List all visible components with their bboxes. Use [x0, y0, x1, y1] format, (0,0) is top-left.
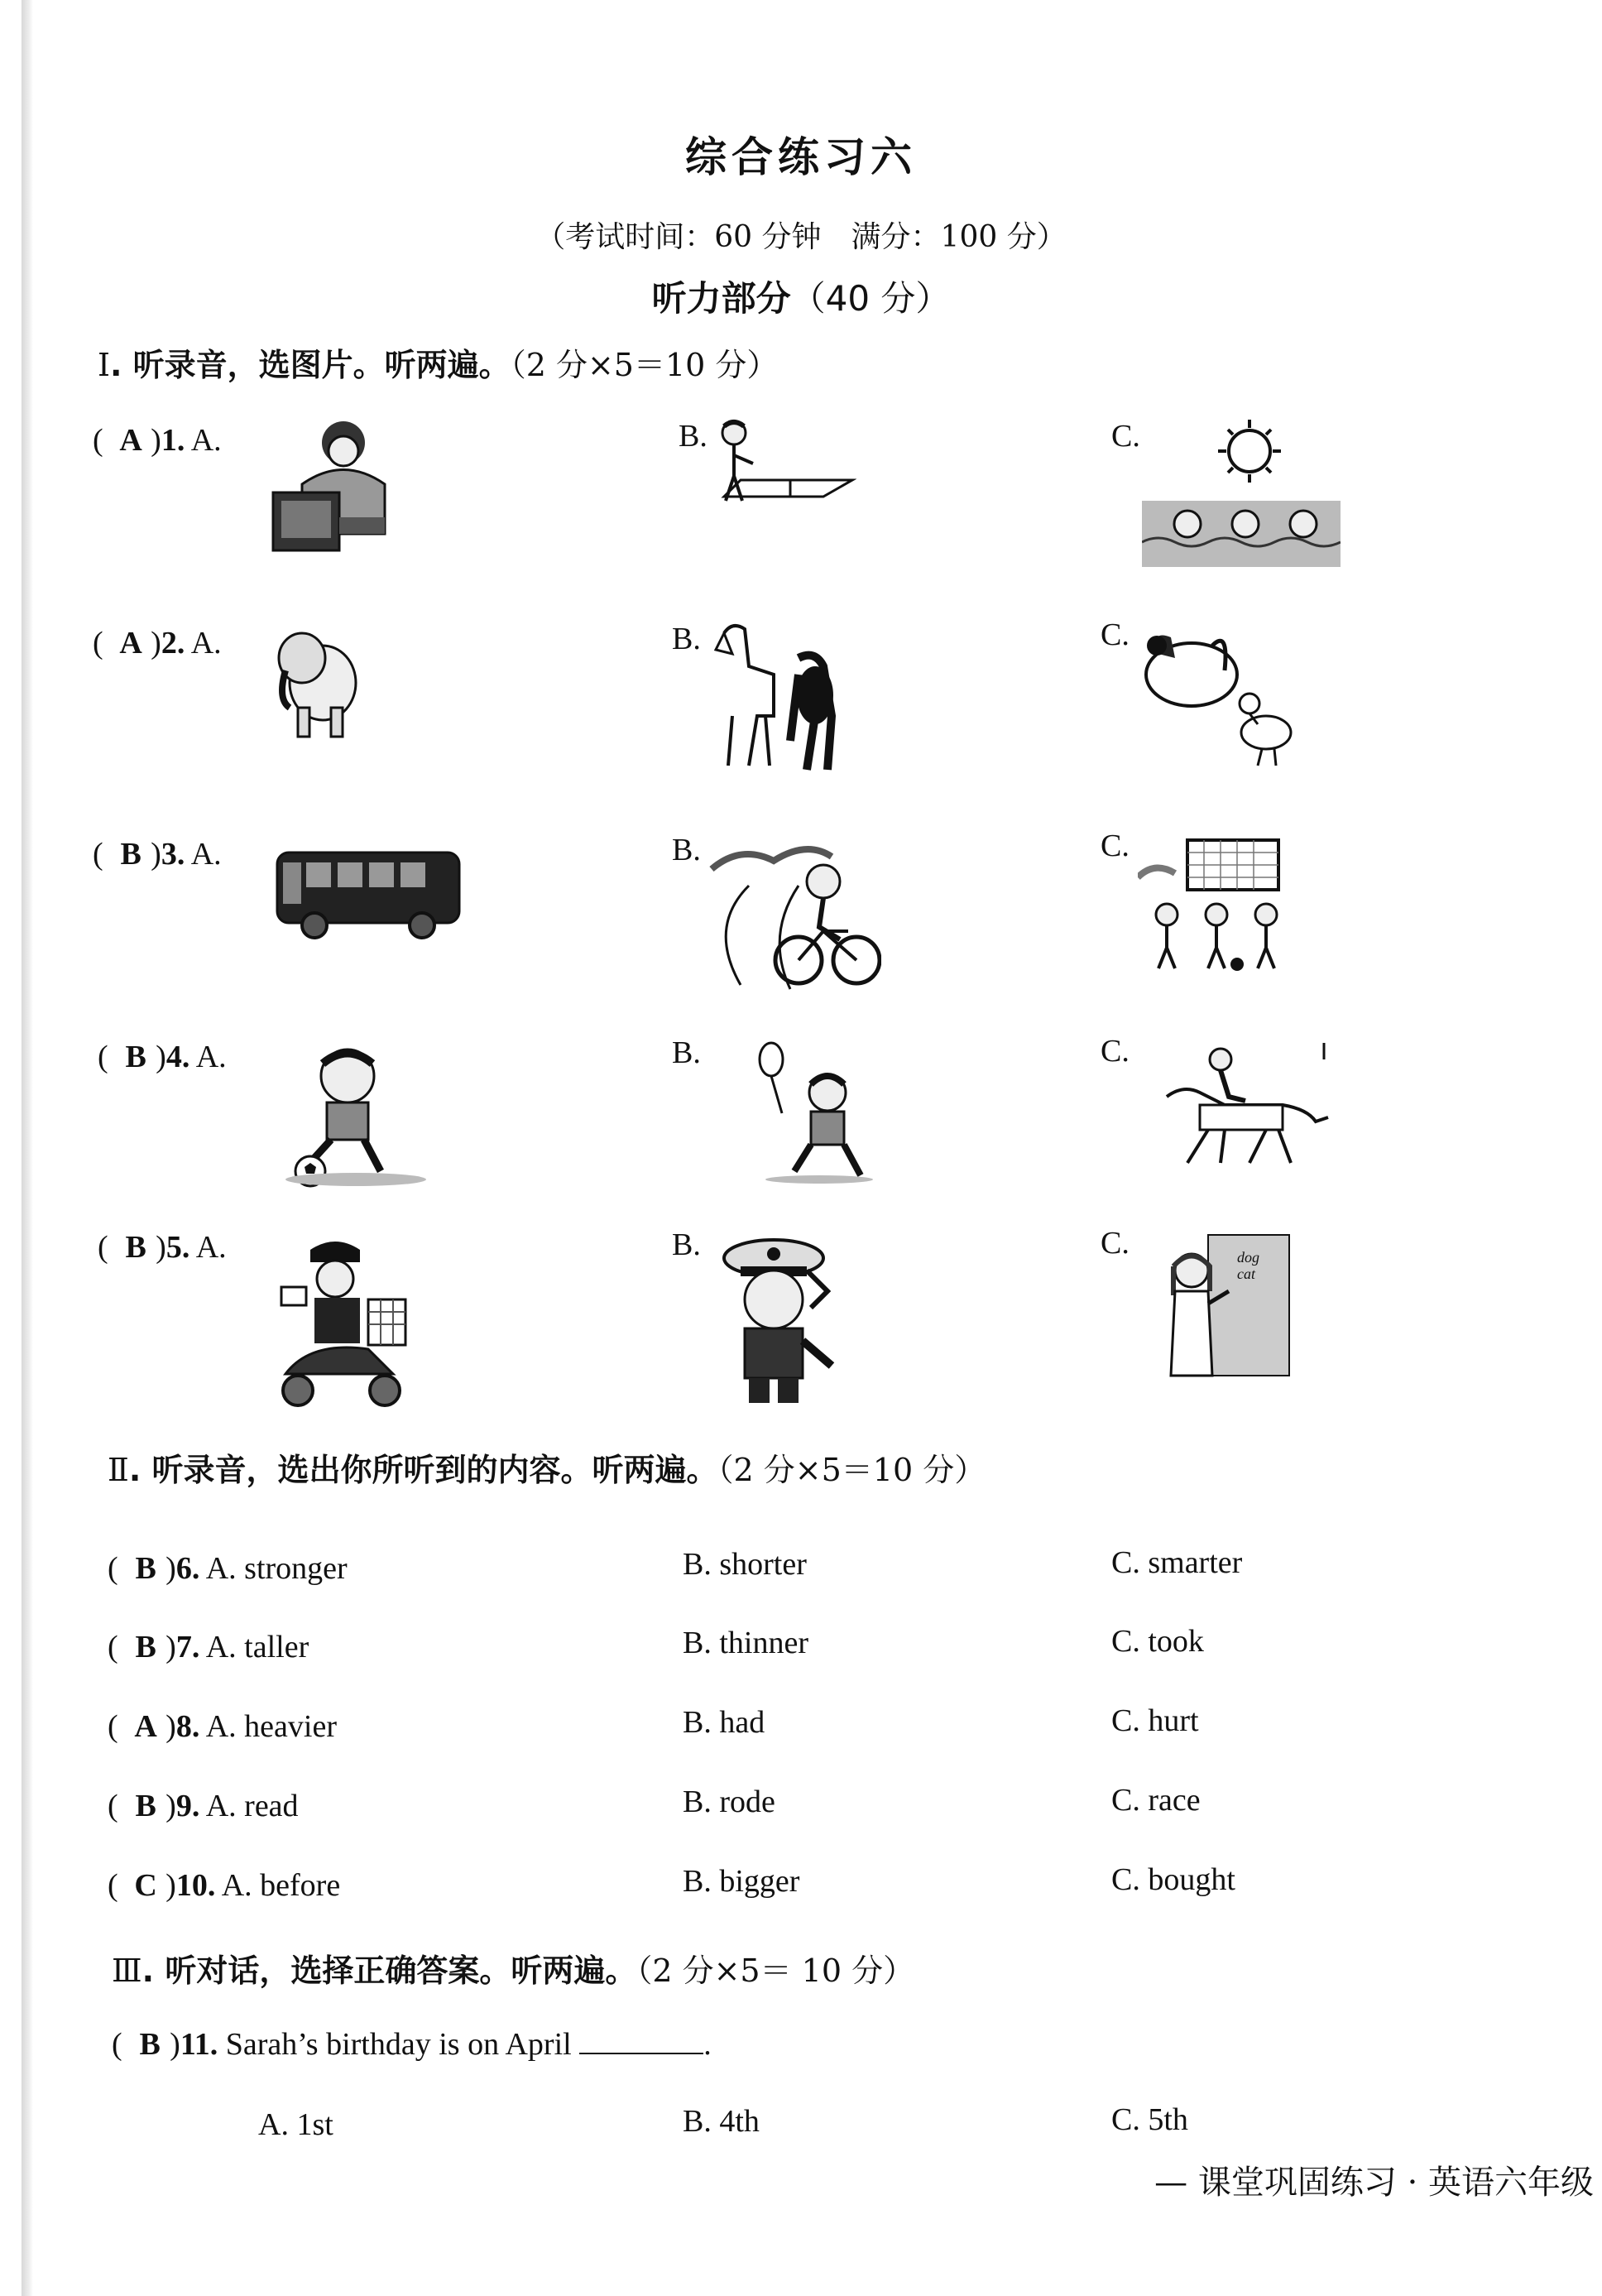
question-2: ( A )2. A. [93, 626, 222, 660]
page-footer: — 课堂巩固练习 · 英语六年级 [1154, 2164, 1594, 2202]
question-number: 3. [161, 837, 185, 872]
answer: B [135, 1630, 156, 1664]
section-1-instruction: . 听录音，选图片。听两遍。 [110, 347, 511, 383]
q9-option-b: B. rode [683, 1784, 775, 1819]
option-a: A. stronger [205, 1551, 348, 1586]
question-1: ( A )1. A. [93, 423, 222, 458]
section-3-heading [112, 1945, 914, 1991]
page-binding-edge [22, 0, 33, 2296]
boy-playing-badminton-icon [720, 1039, 877, 1184]
horses-icon [707, 617, 848, 774]
question-number: 2. [161, 626, 185, 660]
question-number: 11. [180, 2027, 218, 2062]
question-number: 7. [175, 1630, 200, 1664]
answer-blank [579, 2029, 703, 2054]
question-stem: Sarah’s birthday is on April [225, 2027, 572, 2062]
question-number: 5. [165, 1230, 190, 1265]
question-number: 1. [161, 423, 185, 458]
option-a: A. heavier [205, 1709, 337, 1744]
q11-option-a: A. 1st [258, 2107, 333, 2142]
question-3: ( B )3. A. [93, 837, 222, 872]
question-number: 4. [165, 1040, 190, 1074]
section-3-instruction: . 听对话，选择正确答案。听两遍。 [141, 1953, 637, 1989]
q10-option-c: C. bought [1111, 1862, 1235, 1897]
question-11: ( B )11. Sarah’s birthday is on April . [112, 2027, 712, 2062]
option-a-label: A. [190, 423, 222, 458]
q2-option-b-label: B. [672, 622, 701, 656]
q11-option-b: B. 4th [683, 2104, 760, 2139]
section-2-score: （2 分×5＝10 分） [717, 1452, 986, 1488]
exam-info: （考试时间：60 分钟 满分：100 分） [535, 220, 1067, 254]
bus-icon [273, 844, 463, 939]
question-10: ( C )10. A. before [108, 1868, 341, 1903]
section-2-roman: Ⅱ [108, 1452, 129, 1488]
option-a-label: A. [195, 1230, 227, 1265]
option-a: A. taller [205, 1630, 309, 1664]
girl-riding-bike-icon [707, 836, 881, 993]
q2-option-c-label: C. [1101, 617, 1130, 652]
page-title: 综合练习六 [685, 133, 917, 181]
section-3-roman: Ⅲ [112, 1953, 142, 1989]
question-number: 6. [175, 1551, 200, 1586]
teacher-at-board-icon [1158, 1233, 1291, 1378]
q7-option-b: B. thinner [683, 1626, 808, 1660]
answer: A [119, 423, 142, 458]
answer: B [125, 1040, 146, 1074]
section-2-heading [108, 1444, 986, 1490]
hen-and-duck-icon [1134, 621, 1299, 770]
q5-option-b-label: B. [672, 1227, 701, 1262]
police-officer-icon [712, 1233, 861, 1415]
answer: B [120, 837, 141, 872]
part-heading [0, 271, 1602, 321]
question-number: 9. [175, 1789, 200, 1823]
board-word-dog: dog [1237, 1249, 1259, 1266]
boy-at-computer-icon [269, 418, 393, 559]
question-7: ( B )7. A. taller [108, 1630, 309, 1664]
q11-option-c: C. 5th [1111, 2102, 1188, 2137]
board-word-cat: cat [1237, 1266, 1255, 1282]
q4-option-b-label: B. [672, 1035, 701, 1070]
question-8: ( A )8. A. heavier [108, 1709, 337, 1744]
section-1-heading [98, 339, 778, 385]
question-number: 8. [175, 1709, 200, 1744]
stem-end: . [703, 2027, 712, 2062]
q8-option-b: B. had [683, 1705, 765, 1740]
section-3-score: （2 分×5＝ 10 分） [636, 1953, 915, 1989]
option-a: A. read [205, 1789, 299, 1823]
question-6: ( B )6. A. stronger [108, 1551, 348, 1586]
boy-kicking-ball-icon [273, 1043, 426, 1188]
section-1-roman: Ⅰ [98, 347, 111, 383]
q6-option-b: B. shorter [683, 1547, 807, 1582]
question-9: ( B )9. A. read [108, 1789, 299, 1823]
option-a: A. before [221, 1868, 341, 1903]
boys-playing-football-icon [1138, 836, 1303, 973]
option-a-label: A. [190, 626, 222, 660]
answer: B [139, 2027, 161, 2062]
q7-option-c: C. took [1111, 1624, 1204, 1659]
q10-option-b: B. bigger [683, 1864, 800, 1899]
q3-option-c-label: C. [1101, 829, 1130, 863]
part-title: 听力部分 [651, 278, 791, 319]
section-2-instruction: . 听录音，选出你所听到的内容。听两遍。 [128, 1452, 718, 1488]
q6-option-c: C. smarter [1111, 1545, 1243, 1580]
answer: B [135, 1551, 156, 1586]
answer: A [119, 626, 142, 660]
q3-option-b-label: B. [672, 833, 701, 867]
option-a-label: A. [195, 1040, 227, 1074]
q1-option-c-label: C. [1111, 419, 1140, 454]
answer: A [134, 1709, 157, 1744]
answer: C [134, 1868, 157, 1903]
question-5: ( B )5. A. [98, 1230, 227, 1265]
children-swimming-icon [1142, 418, 1341, 567]
section-1-score: （2 分×5＝10 分） [510, 347, 779, 383]
option-a-label: A. [190, 837, 222, 872]
answer: B [135, 1789, 156, 1823]
answer: B [125, 1230, 146, 1265]
q8-option-c: C. hurt [1111, 1703, 1199, 1738]
q9-option-c: C. race [1111, 1783, 1201, 1818]
postman-on-scooter-icon [269, 1233, 414, 1411]
boy-playing-table-tennis-icon [716, 418, 856, 509]
question-number: 10. [175, 1868, 216, 1903]
q4-option-c-label: C. [1101, 1034, 1130, 1069]
question-4: ( B )4. A. [98, 1040, 227, 1074]
part-score: （40 分） [790, 278, 951, 319]
q1-option-b-label: B. [679, 419, 707, 454]
q5-option-c-label: C. [1101, 1226, 1130, 1261]
elephant-icon [269, 625, 360, 741]
horse-rider-icon [1150, 1039, 1332, 1171]
